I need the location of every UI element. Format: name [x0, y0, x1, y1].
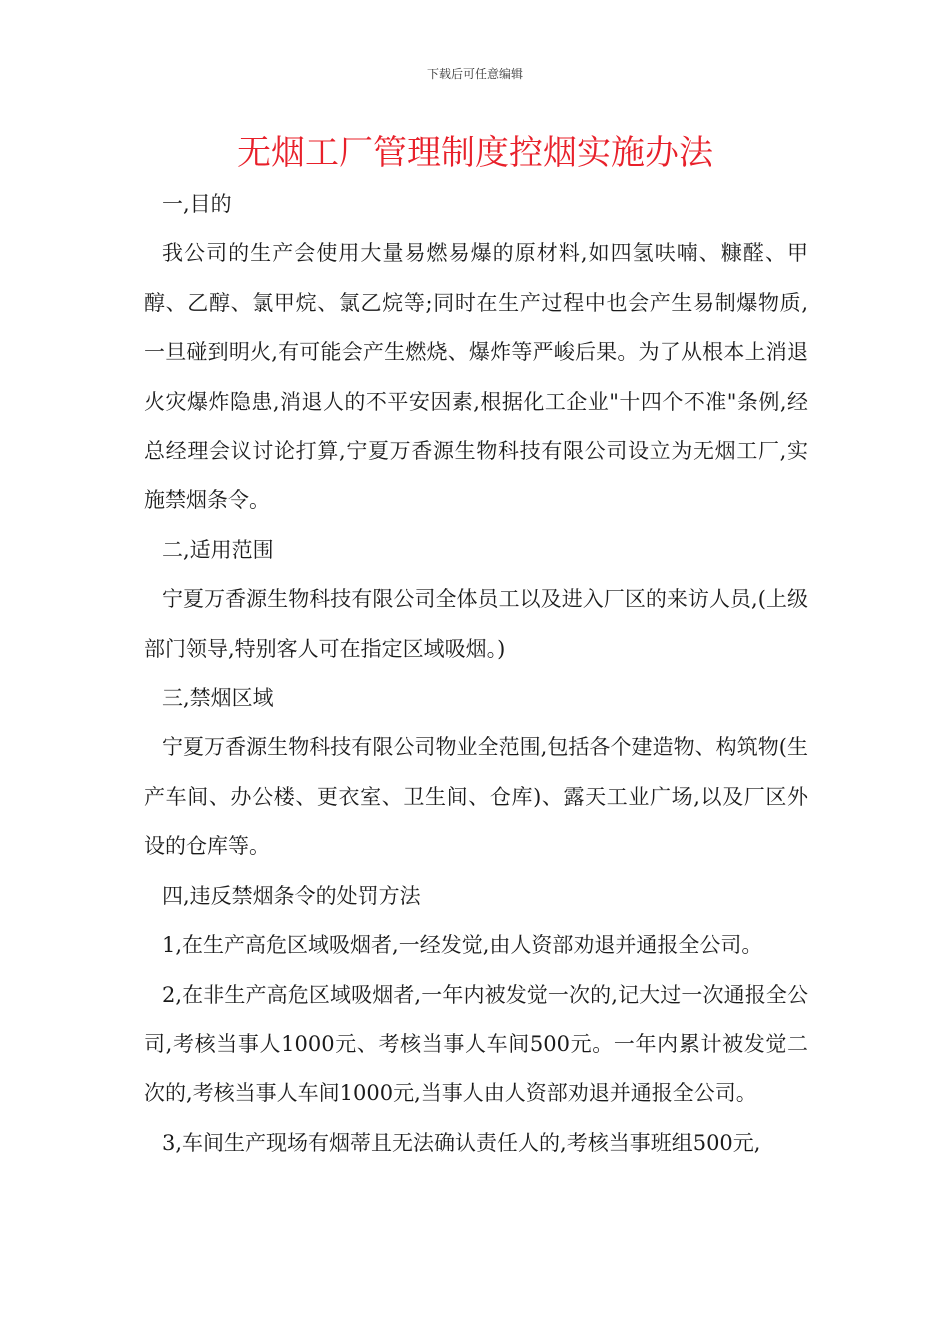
- section-heading-penalties: 四,违反禁烟条令的处罚方法: [162, 883, 421, 908]
- section-heading-scope: 二,适用范围: [162, 537, 274, 562]
- paragraph-purpose: 我公司的生产会使用大量易燃易爆的原材料,如四氢呋喃、糠醛、甲醇、乙醇、氯甲烷、氯乙烷等;同时在生产过程中也会产生易制爆物质,一旦碰到明火,有可能会产生燃烧、爆炸等严峻后果。为了从根本上消退火灾爆炸隐患,消退人的不平安因素,根据化工企业"十四个不准"条例,经总经理会议讨论打算,宁夏万香源生物科技有限公司设立为无烟工厂,实施禁烟条令。: [144, 241, 808, 513]
- document-title: 无烟工厂管理制度控烟实施办法: [237, 133, 713, 173]
- section-heading-purpose: 一,目的: [162, 192, 232, 216]
- paragraph-penalty-2: 2,在非生产高危区域吸烟者,一年内被发觉一次的,记大过一次通报全公司,考核当事人1000元、考核当事人车间500元。一年内累计被发觉二次的,考核当事人车间1000元,当事人由人资部劝退并通报全公司。: [144, 982, 808, 1106]
- document-body: [144, 180, 808, 1168]
- section-heading-no-smoking-area: 三,禁烟区域: [162, 686, 274, 711]
- paragraph-no-smoking-area: 宁夏万香源生物科技有限公司物业全范围,包括各个建造物、构筑物(生产车间、办公楼、更衣室、卫生间、仓库)、露天工业广场,以及厂区外设的仓库等。: [144, 735, 808, 859]
- paragraph-penalty-1: 1,在生产高危区域吸烟者,一经发觉,由人资部劝退并通报全公司。: [162, 933, 763, 958]
- paragraph-penalty-3: 3,车间生产现场有烟蒂且无法确认责任人的,考核当事班组500元,: [162, 1130, 761, 1155]
- page-header-note: 下载后可任意编辑: [426, 67, 523, 81]
- paragraph-scope: 宁夏万香源生物科技有限公司全体员工以及进入厂区的来访人员,(上级部门领导,特别客人可在指定区域吸烟。): [144, 587, 808, 661]
